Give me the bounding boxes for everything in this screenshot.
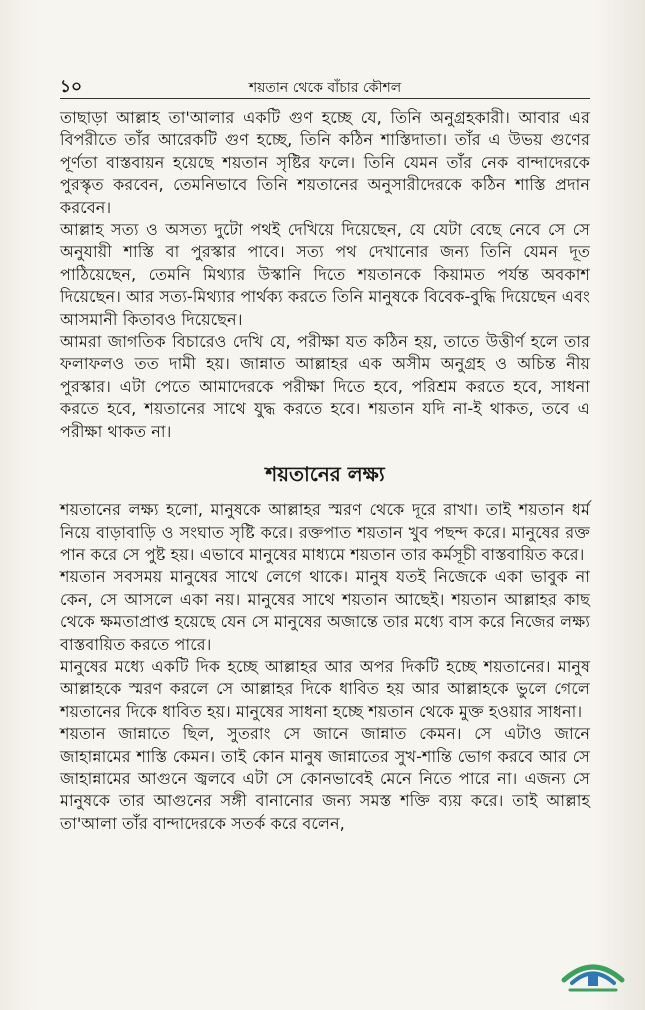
section-heading: শয়তানের লক্ষ্য — [265, 462, 385, 487]
paragraph: তাছাড়া আল্লাহ তা'আলার একটি গুণ হচ্ছে যে, তিনি অনুগ্রহকারী। আবার এর বিপরীতে তাঁর আরেকটি গুণ হচ্ছে, তিনি কঠিন শাস্তিদাতা। তাঁর এ উভয় গুণের পূর্ণতা বাস্তবায়ন হয়েছে শয়তান সৃষ্টির ফলে। তিনি যেমন তাঁর নেক বান্দাদেরকে পুরস্কৃত করবেন, তেমনিভাবে তিনি শয়তানের অনুসারীদেরকে কঠিন শাস্তি প্রদান করবেন। — [60, 108, 590, 217]
body-text — [60, 107, 590, 835]
publisher-logo-icon — [560, 950, 626, 994]
paragraph: শয়তান সবসময় মানুষের সাথে লেগে থাকে। মানুষ যতই নিজেকে একা ভাবুক না কেন, সে আসলে একা নয়। মানুষের সাথে শয়তান আছেই। শয়তান আল্লাহর কাছ থেকে ক্ষমতাপ্রাপ্ত হয়েছে যেন সে মানুষের অজান্তে তার মধ্যে বাস করে নিজের লক্ষ্য বাস্তবায়িত করতে পারে। — [60, 567, 590, 654]
paragraph: শয়তানের লক্ষ্য হলো, মানুষকে আল্লাহর স্মরণ থেকে দূরে রাখা। তাই শয়তান ধর্ম নিয়ে বাড়াবাড়ি ও সংঘাত সৃষ্টি করে। রক্তপাত শয়তান খুব পছন্দ করে। মানুষের রক্ত পান করে সে পুষ্ট হয়। এভাবে মানুষের মাধ্যমে শয়তান তার কর্মসূচী বাস্তবায়িত করে। — [60, 500, 590, 564]
paragraph: আমরা জাগতিক বিচারেও দেখি যে, পরীক্ষা যত কঠিন হয়, তাতে উত্তীর্ণ হলে তার ফলাফলও তত দামী হয়। জান্নাত আল্লাহর এক অসীম অনুগ্রহ ও অচিন্ত নীয় পুরস্কার। এটা পেতে আমাদেরকে পরীক্ষা দিতে হবে, পরিশ্রম করতে হবে, সাধনা করতে হবে, শয়তানের সাথে যুদ্ধ করতে হবে। শয়তান যদি না-ই থাকত, তবে এ পরীক্ষা থাকত না। — [60, 332, 590, 441]
paragraph: মানুষের মধ্যে একটি দিক হচ্ছে আল্লাহর আর অপর দিকটি হচ্ছে শয়তানের। মানুষ আল্লাহকে স্মরণ করলে সে আল্লাহর দিকে ধাবিত হয় আর আল্লাহকে ভুলে গেলে শয়তানের দিকে ধাবিত হয়। মানুষের সাধনা হচ্ছে শয়তান থেকে মুক্ত হওয়ার সাধনা। — [60, 656, 590, 721]
paragraph: আল্লাহ সত্য ও অসত্য দুটো পথই দেখিয়ে দিয়েছেন, যে যেটা বেছে নেবে সে সে অনুযায়ী শাস্তি বা পুরস্কার পাবে। সত্য পথ দেখানোর জন্য তিনি যেমন দূত পাঠিয়েছেন, তেমনি মিথ্যার উস্কানি দিতে শয়তানকে কিয়ামত পর্যন্ত অবকাশ দিয়েছেন। আর সত্য-মিথ্যার পার্থক্য করতে তিনি মানুষকে বিবেক-বুদ্ধি দিয়েছেন এবং আসমানী কিতাবও দিয়েছেন। — [60, 220, 590, 329]
paragraph: শয়তান জান্নাতে ছিল, সুতরাং সে জানে জান্নাত কেমন। সে এটাও জানে জাহান্নামের শাস্তি কেমন। তাই কোন মানুষ জান্নাতের সুখ-শান্তি ভোগ করবে আর সে জাহান্নামের আগুনে জ্বলবে এটা সে কোনভাবেই মেনে নিতে পারে না। এজন্য সে মানুষকে তার আগুনের সঙ্গী বানানোর জন্য সমস্ত শক্তি ব্যয় করে। তাই আল্লাহ তা'আলা তাঁর বান্দাদেরকে সতর্ক করে বলেন, — [60, 724, 590, 833]
page-number: ১০ — [60, 77, 83, 97]
running-title: শয়তান থেকে বাঁচার কৌশল — [248, 80, 402, 96]
page-header — [60, 74, 590, 99]
